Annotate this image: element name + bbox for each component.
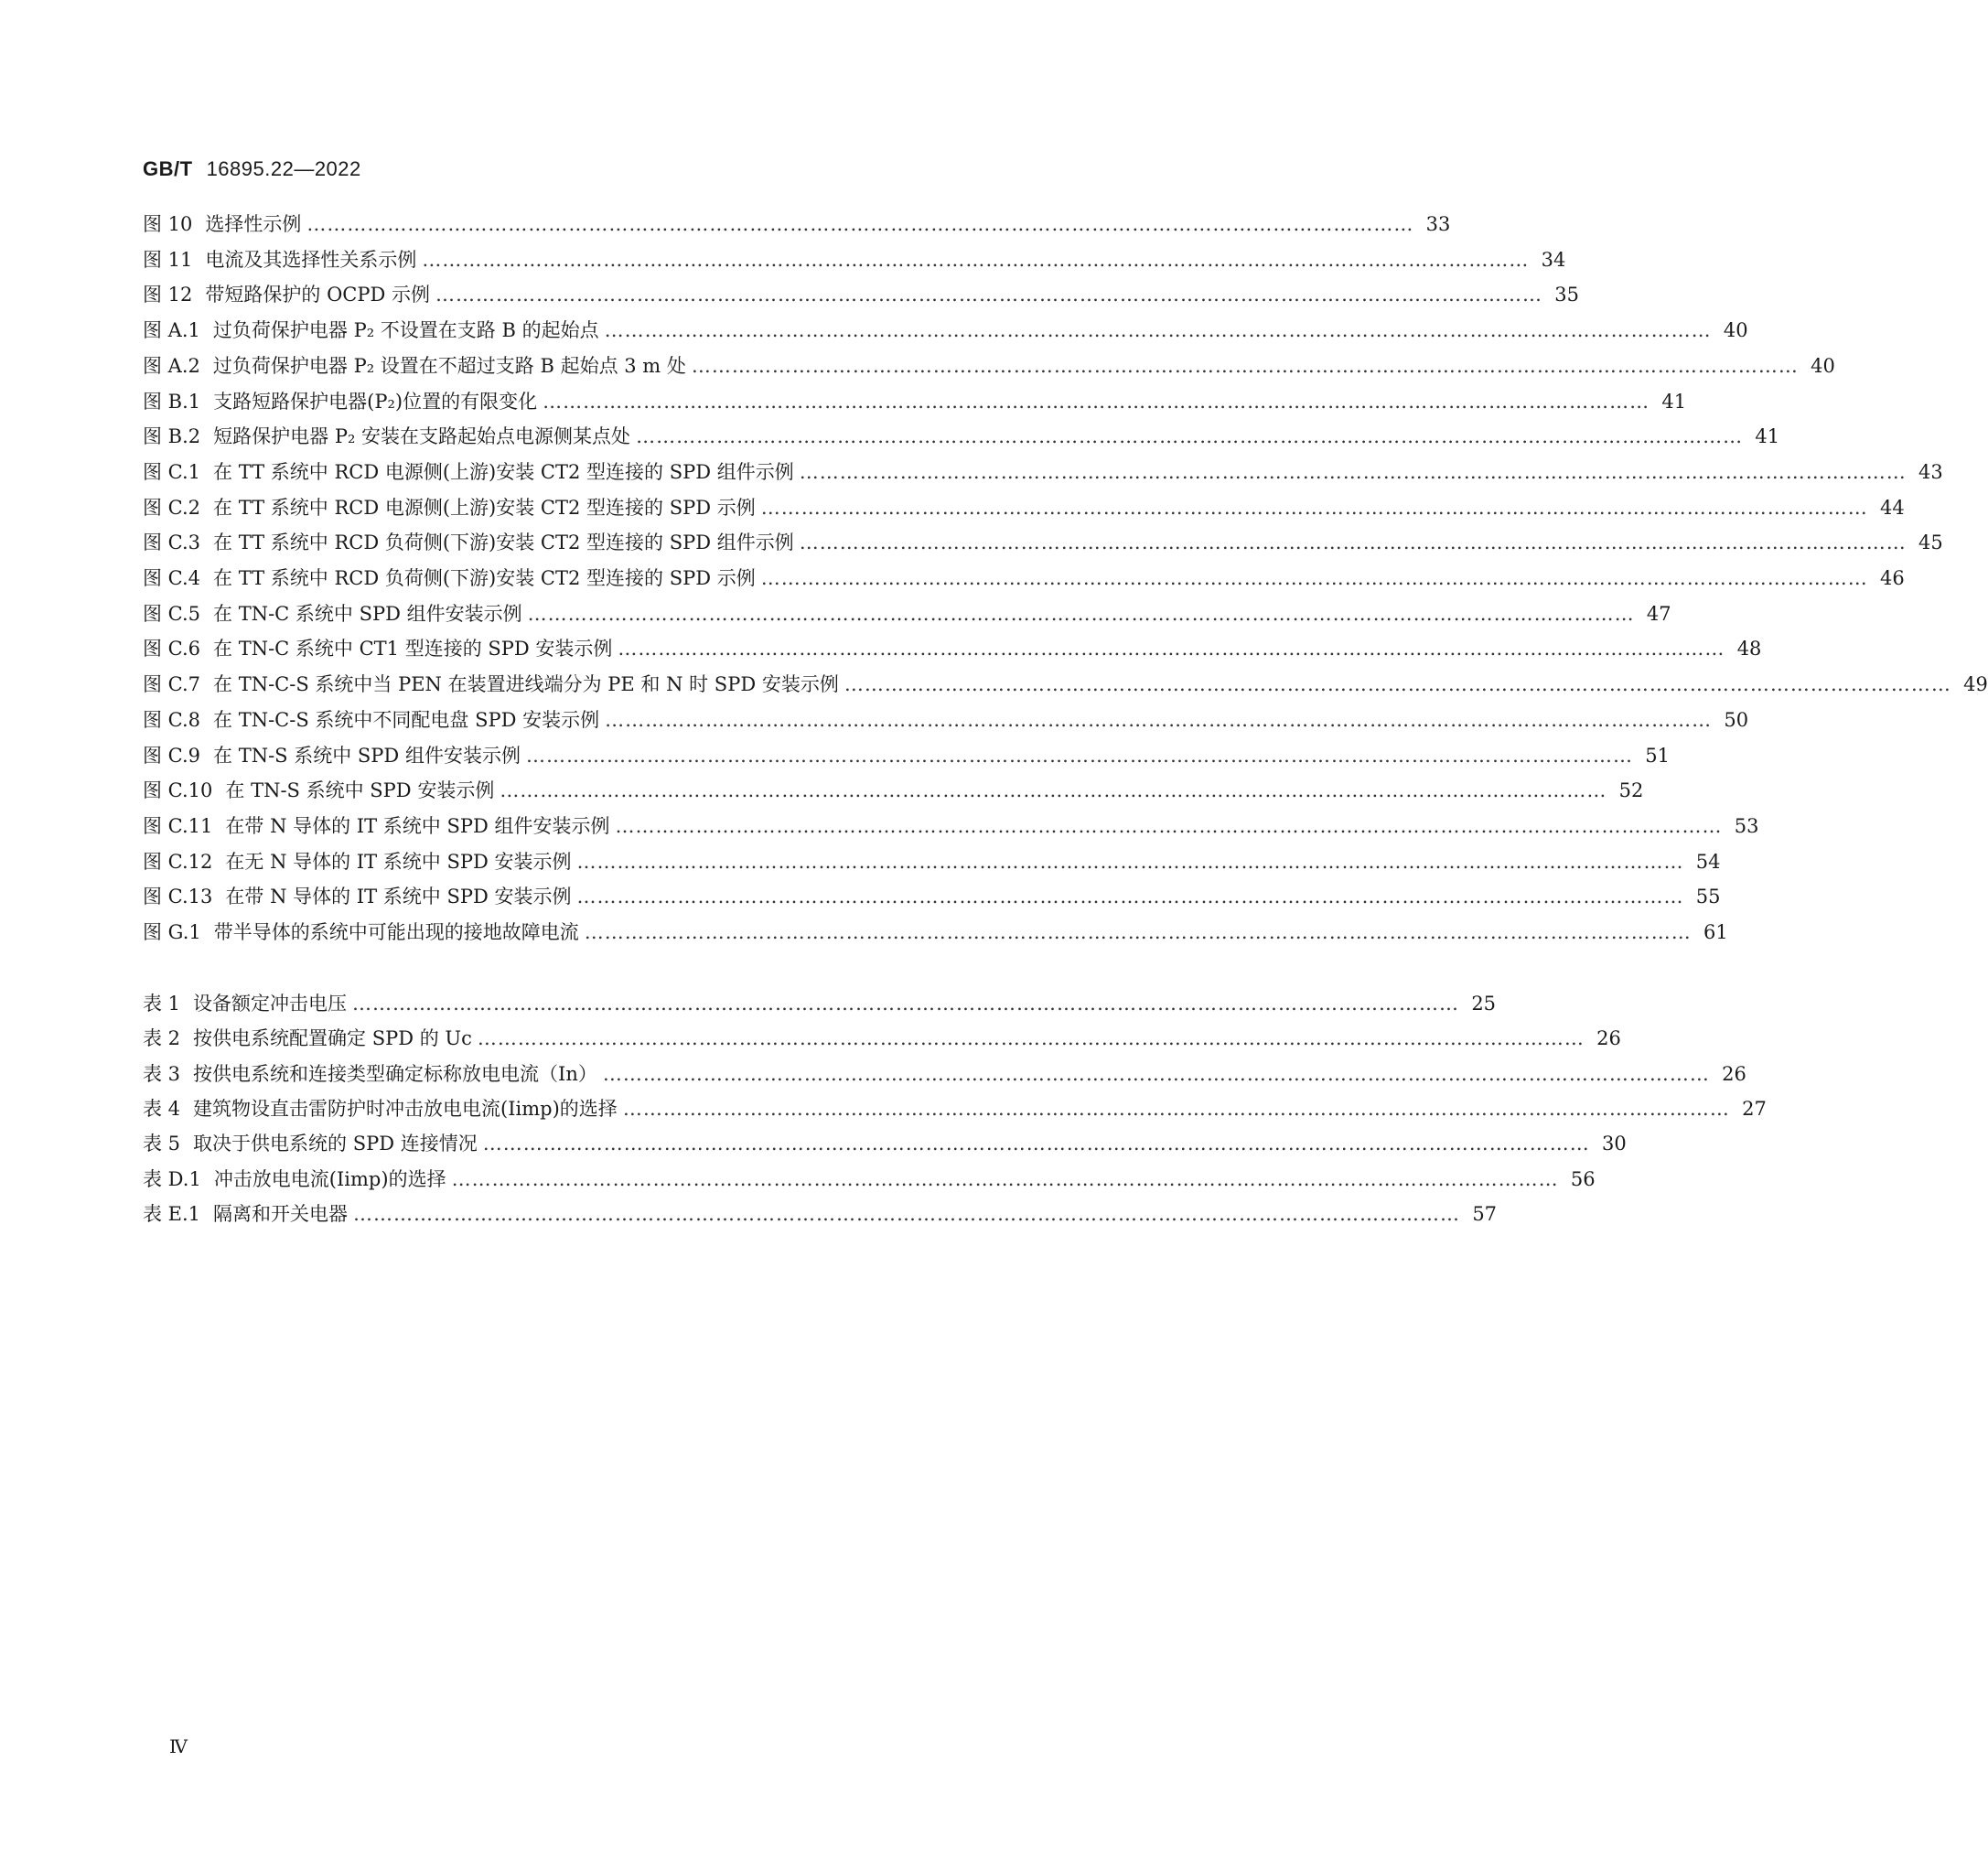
leader-dots (306, 210, 1413, 238)
toc-entry[interactable] (143, 388, 1687, 415)
entry-page: 26 (1722, 1062, 1746, 1085)
leader-dots (844, 671, 1951, 698)
entry-title: 在带 N 导体的 IT 系统中 SPD 安装示例 (225, 886, 572, 908)
entry-label: 图 C.8 (143, 708, 201, 731)
entry-label: 图 C.6 (143, 638, 201, 661)
leader-dots (800, 529, 1907, 556)
entry-label: 表 5 (143, 1133, 181, 1155)
entry-title: 按供电系统和连接类型确定标称放电电流（In） (193, 1062, 597, 1085)
leader-dots (623, 1095, 1730, 1122)
entry-page: 25 (1471, 993, 1497, 1015)
entry-page: 44 (1880, 496, 1905, 519)
entry-page: 34 (1541, 248, 1566, 271)
leader-dots (352, 990, 1459, 1017)
page-header (143, 157, 361, 181)
entry-title: 在 TT 系统中 RCD 负荷侧(下游)安装 CT2 型连接的 SPD 示例 (213, 567, 756, 589)
leader-dots (353, 1200, 1460, 1228)
entry-title: 在 TN-S 系统中 SPD 安装示例 (225, 779, 495, 802)
toc-entry[interactable] (143, 706, 1749, 734)
entry-title: 在 TT 系统中 RCD 负荷侧(下游)安装 CT2 型连接的 SPD 组件示例 (213, 532, 794, 554)
toc-entry[interactable] (143, 635, 1762, 662)
leader-dots (452, 1165, 1559, 1193)
entry-page: 53 (1734, 814, 1759, 837)
entry-page: 43 (1918, 460, 1943, 483)
leader-dots (618, 635, 1725, 662)
toc-entry[interactable] (143, 494, 1905, 521)
entry-page: 61 (1703, 921, 1728, 943)
toc-entry[interactable] (143, 742, 1670, 769)
entry-label: 图 A.1 (143, 319, 200, 342)
leader-dots (692, 352, 1799, 380)
entry-page: 47 (1646, 602, 1671, 625)
toc-entry[interactable] (143, 600, 1671, 628)
entry-title: 带半导体的系统中可能出现的接地故障电流 (213, 921, 579, 943)
leader-dots (800, 458, 1907, 486)
entry-label: 图 G.1 (143, 921, 201, 943)
leader-dots (605, 317, 1712, 344)
leader-dots (528, 600, 1635, 628)
entry-page: 40 (1723, 319, 1748, 342)
entry-page: 27 (1742, 1097, 1767, 1120)
entry-label: 图 C.1 (143, 460, 201, 483)
leader-dots (577, 848, 1684, 875)
toc-entry[interactable] (143, 1165, 1596, 1193)
entry-label: 图 C.4 (143, 567, 201, 589)
toc-entry[interactable] (143, 1060, 1746, 1088)
entry-page: 49 (1963, 673, 1988, 696)
entry-title: 过负荷保护电器 P₂ 不设置在支路 B 的起始点 (212, 319, 599, 342)
entry-page: 30 (1602, 1133, 1627, 1155)
entry-title: 在 TN-C-S 系统中当 PEN 在装置进线端分为 PE 和 N 时 SPD 安装示例 (213, 673, 839, 696)
toc-entry[interactable] (143, 918, 1728, 946)
toc-entry[interactable] (143, 671, 1988, 698)
toc-entry[interactable] (143, 317, 1748, 344)
entry-label: 表 E.1 (143, 1202, 201, 1225)
entry-label: 图 C.2 (143, 496, 201, 519)
entry-label: 图 12 (143, 284, 193, 306)
entry-label: 图 C.3 (143, 532, 201, 554)
entry-title: 隔离和开关电器 (213, 1202, 349, 1225)
toc-entry[interactable] (143, 1095, 1767, 1122)
entry-label: 表 1 (143, 993, 181, 1015)
leader-dots (483, 1130, 1590, 1157)
entry-label: 图 C.5 (143, 602, 201, 625)
entry-page: 51 (1645, 744, 1670, 767)
entry-page: 45 (1918, 532, 1943, 554)
leader-dots (577, 883, 1684, 910)
leader-dots (478, 1025, 1585, 1052)
leader-dots (761, 494, 1868, 521)
entry-title: 建筑物设直击雷防护时冲击放电电流(Iimp)的选择 (193, 1097, 618, 1120)
entry-title: 在 TT 系统中 RCD 电源侧(上游)安装 CT2 型连接的 SPD 组件示例 (213, 460, 794, 483)
entry-page: 46 (1880, 567, 1905, 589)
toc-entry[interactable] (143, 458, 1943, 486)
entry-title: 支路短路保护电器(P₂)位置的有限变化 (213, 390, 538, 413)
entry-page: 57 (1472, 1202, 1498, 1225)
entry-page: 48 (1736, 638, 1762, 661)
entry-title: 选择性示例 (205, 213, 302, 235)
leader-dots (526, 742, 1633, 769)
entry-page: 41 (1661, 390, 1687, 413)
entry-title: 电流及其选择性关系示例 (205, 248, 417, 271)
entry-label: 图 10 (143, 213, 193, 235)
leader-dots (500, 777, 1607, 804)
toc-entry[interactable] (143, 210, 1451, 238)
leader-dots (435, 281, 1542, 308)
entry-label: 图 C.11 (143, 814, 213, 837)
entry-page: 26 (1596, 1027, 1621, 1050)
toc-entry[interactable] (143, 990, 1497, 1017)
entry-title: 在 TN-S 系统中 SPD 组件安装示例 (213, 744, 521, 767)
toc-entry[interactable] (143, 777, 1644, 804)
entry-title: 取决于供电系统的 SPD 连接情况 (193, 1133, 478, 1155)
entry-label: 图 B.1 (143, 390, 201, 413)
toc-entry[interactable] (143, 281, 1580, 308)
entry-page: 40 (1811, 354, 1835, 377)
leader-dots (422, 246, 1529, 274)
toc-entry[interactable] (143, 352, 1835, 380)
entry-label: 图 B.2 (143, 425, 201, 448)
toc-entry[interactable] (143, 1130, 1627, 1157)
entry-label: 表 D.1 (143, 1167, 201, 1190)
leader-dots (616, 812, 1723, 840)
entry-label: 图 C.13 (143, 886, 213, 908)
toc-entry[interactable] (143, 812, 1759, 840)
entry-title: 按供电系统配置确定 SPD 的 Uc (193, 1027, 472, 1050)
entry-title: 在 TT 系统中 RCD 电源侧(上游)安装 CT2 型连接的 SPD 示例 (213, 496, 756, 519)
standard-number: 16895.22—2022 (206, 157, 361, 180)
entry-title: 在 TN-C 系统中 SPD 组件安装示例 (213, 602, 522, 625)
leader-dots (603, 1060, 1710, 1088)
entry-title: 在 TN-C-S 系统中不同配电盘 SPD 安装示例 (213, 708, 600, 731)
entry-page: 52 (1618, 779, 1644, 802)
entry-title: 在无 N 导体的 IT 系统中 SPD 安装示例 (225, 850, 572, 873)
entry-title: 设备额定冲击电压 (193, 993, 348, 1015)
entry-label: 表 4 (143, 1097, 181, 1120)
leader-dots (605, 706, 1712, 734)
entry-label: 图 C.7 (143, 673, 201, 696)
entry-page: 56 (1570, 1167, 1596, 1190)
toc-entry[interactable] (143, 246, 1566, 274)
entry-title: 在带 N 导体的 IT 系统中 SPD 组件安装示例 (225, 814, 610, 837)
entry-page: 35 (1554, 284, 1580, 306)
page-number: Ⅳ (169, 1735, 188, 1757)
entry-page: 55 (1695, 886, 1721, 908)
toc-entry[interactable] (143, 1200, 1498, 1228)
entry-label: 图 C.10 (143, 779, 213, 802)
entry-title: 带短路保护的 OCPD 示例 (205, 284, 431, 306)
entry-label: 图 C.9 (143, 744, 201, 767)
entry-title: 过负荷保护电器 P₂ 设置在不超过支路 B 起始点 3 m 处 (212, 354, 686, 377)
entry-label: 表 2 (143, 1027, 181, 1050)
standard-code: GB/T (143, 157, 193, 180)
entry-page: 50 (1724, 708, 1749, 731)
entry-title: 短路保护电器 P₂ 安装在支路起始点电源侧某点处 (213, 425, 631, 448)
entry-title: 冲击放电电流(Iimp)的选择 (213, 1167, 446, 1190)
entry-label: 图 11 (143, 248, 193, 271)
leader-dots (761, 564, 1868, 592)
toc-entry[interactable] (143, 423, 1780, 450)
entry-page: 54 (1695, 850, 1721, 873)
leader-dots (585, 918, 1692, 946)
toc-entry[interactable] (143, 564, 1905, 592)
toc-entry[interactable] (143, 883, 1721, 910)
leader-dots (543, 388, 1650, 415)
toc-entry[interactable] (143, 529, 1943, 556)
toc-entry[interactable] (143, 1025, 1621, 1052)
entry-page: 41 (1755, 425, 1780, 448)
entry-page: 33 (1425, 213, 1451, 235)
leader-dots (636, 423, 1743, 450)
entry-label: 图 C.12 (143, 850, 213, 873)
entry-title: 在 TN-C 系统中 CT1 型连接的 SPD 安装示例 (213, 638, 613, 661)
entry-label: 表 3 (143, 1062, 181, 1085)
toc-entry[interactable] (143, 848, 1721, 875)
entry-label: 图 A.2 (143, 354, 200, 377)
